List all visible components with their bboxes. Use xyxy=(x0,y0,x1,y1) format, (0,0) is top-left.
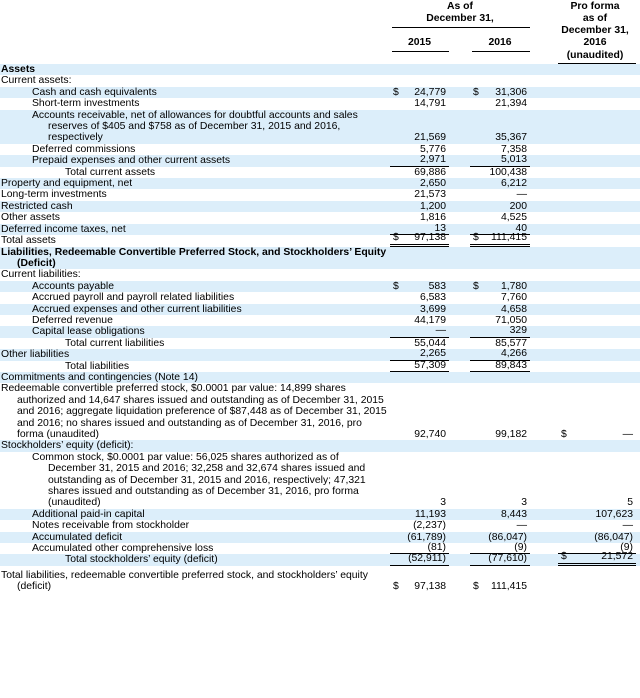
table-row xyxy=(0,64,640,75)
table-row xyxy=(0,292,640,303)
table-row xyxy=(0,167,640,178)
row-label: Total current assets xyxy=(65,166,156,178)
value-2016: 5,013 xyxy=(500,154,527,166)
row-label: Additional paid-in capital xyxy=(32,508,145,520)
header-pro-forma: Pro forma xyxy=(570,1,620,12)
value-2016: 99,182 xyxy=(495,429,527,440)
value-2016: 7,358 xyxy=(500,143,527,155)
value-2016-cell xyxy=(470,178,530,189)
table-row xyxy=(0,212,640,223)
currency-symbol: $ xyxy=(473,232,479,244)
table-row xyxy=(0,110,640,144)
row-label: Assets xyxy=(1,64,36,75)
value-2015-cell xyxy=(390,383,449,440)
value-pro-forma: 5 xyxy=(627,497,633,509)
value-2016: — xyxy=(516,189,527,201)
value-2015-cell xyxy=(390,452,449,509)
value-2015: (2,237) xyxy=(413,520,446,532)
value-2015: 3 xyxy=(440,497,446,509)
value-2016: 89,843 xyxy=(495,359,527,371)
value-2016: (86,047) xyxy=(488,531,527,543)
value-2016: 111,415 xyxy=(490,581,527,593)
value-2016: 85,577 xyxy=(495,337,527,349)
header-rule-2015 xyxy=(392,51,449,52)
header-pro-forma-year: 2016 xyxy=(583,37,607,48)
value-2016-cell xyxy=(470,232,530,246)
value-2016: 111,415 xyxy=(490,232,527,244)
value-2015: (81) xyxy=(427,542,446,554)
table-row xyxy=(0,440,640,451)
table-row xyxy=(0,452,640,509)
value-2015: 69,886 xyxy=(414,166,446,178)
row-label: Accounts receivable, net of allowances for doubtful accounts and sales reserves of $405 and $758 as of December 31, 2015 and 2016, respectively xyxy=(32,109,358,144)
value-2015-cell xyxy=(390,155,449,166)
row-label: Notes receivable from stockholder xyxy=(32,520,190,532)
table-row xyxy=(0,509,640,520)
value-pro-forma-cell xyxy=(558,509,636,520)
table-row xyxy=(0,98,640,109)
row-label: Total stockholders’ equity (deficit) xyxy=(65,554,218,566)
value-pro-forma-cell xyxy=(558,551,636,565)
value-2015-cell xyxy=(390,189,449,200)
value-2015-cell xyxy=(390,178,449,189)
value-2016-cell xyxy=(470,509,530,520)
value-2015: 2,265 xyxy=(419,348,446,360)
table-row xyxy=(0,232,640,247)
value-2015: 97,138 xyxy=(414,232,446,244)
row-label: Restricted cash xyxy=(1,200,73,212)
currency-symbol: $ xyxy=(393,86,399,98)
table-row xyxy=(0,155,640,166)
value-2016: — xyxy=(516,520,527,532)
value-2015: 57,309 xyxy=(414,359,446,371)
value-2016: 71,050 xyxy=(495,314,527,326)
value-2016: 6,212 xyxy=(500,178,527,190)
table-row xyxy=(0,304,640,315)
value-2016-cell xyxy=(470,167,530,178)
value-2015: 5,776 xyxy=(419,143,446,155)
currency-symbol: $ xyxy=(561,551,567,563)
value-pro-forma: — xyxy=(622,429,633,440)
value-pro-forma: — xyxy=(622,520,633,532)
value-pro-forma-cell xyxy=(558,520,636,531)
value-2015: 2,650 xyxy=(419,178,446,190)
row-label: Deferred income taxes, net xyxy=(1,223,126,235)
table-row xyxy=(0,269,640,280)
value-2015: 3,699 xyxy=(419,303,446,315)
table-row xyxy=(0,224,640,235)
table-row xyxy=(0,338,640,349)
row-label: Common stock, $0.0001 par value: 56,025 shares authorized as of December 31, 2015 and 2016; 32,258 and 32,674 shares issued and outstanding as of December 31, 2015 and 2016, respectively; 47,321 shares issued and outstanding as of December 31, 2016, pro forma (unaudited) xyxy=(32,451,366,509)
value-2015: (61,789) xyxy=(407,531,446,543)
value-2015: 11,193 xyxy=(414,508,446,520)
value-2015-cell xyxy=(390,281,449,292)
row-label: Capital lease obligations xyxy=(32,326,145,338)
currency-symbol: $ xyxy=(473,86,479,98)
row-label: Cash and cash equivalents xyxy=(32,86,157,98)
value-2016: 21,394 xyxy=(495,98,527,110)
value-2015-cell xyxy=(390,304,449,315)
table-row xyxy=(0,189,640,200)
value-2015-cell xyxy=(390,509,449,520)
value-2015-cell xyxy=(390,326,449,337)
value-2016-cell xyxy=(470,520,530,531)
value-pro-forma: 107,623 xyxy=(595,508,633,520)
value-2016-cell xyxy=(470,304,530,315)
header-december-31: December 31, xyxy=(426,13,494,24)
table-row xyxy=(0,201,640,212)
table-row xyxy=(0,551,640,566)
table-row xyxy=(0,315,640,326)
row-label: Accumulated other comprehensive loss xyxy=(32,543,214,555)
table-row xyxy=(0,247,640,270)
value-2015: 24,779 xyxy=(414,86,446,98)
currency-symbol: $ xyxy=(473,280,479,292)
row-label: Stockholders’ equity (deficit): xyxy=(1,440,134,452)
value-2015-cell xyxy=(390,361,449,372)
row-label: Accounts payable xyxy=(32,280,115,292)
value-2015: 97,138 xyxy=(414,581,446,593)
row-label: Current liabilities: xyxy=(1,269,81,281)
table-row xyxy=(0,383,640,440)
value-2016: (9) xyxy=(514,542,527,554)
currency-symbol: $ xyxy=(393,581,399,593)
value-2016-cell xyxy=(470,452,530,509)
header-year-2015: 2015 xyxy=(407,37,432,48)
value-pro-forma-cell xyxy=(558,383,636,440)
table-row xyxy=(0,543,640,554)
value-2015: 92,740 xyxy=(414,429,446,440)
value-2016: 31,306 xyxy=(495,86,527,98)
value-2016-cell xyxy=(470,98,530,109)
row-label: Deferred revenue xyxy=(32,314,113,326)
value-2015: 13 xyxy=(434,222,446,234)
value-2015-cell xyxy=(390,520,449,531)
currency-symbol: $ xyxy=(473,581,479,593)
table-row xyxy=(0,75,640,86)
value-2016-cell xyxy=(470,87,530,98)
value-2016: 7,760 xyxy=(500,292,527,304)
table-row xyxy=(0,349,640,360)
value-pro-forma: (9) xyxy=(620,542,633,554)
row-label: Other liabilities xyxy=(1,349,70,361)
table-row xyxy=(0,570,640,593)
value-pro-forma-cell xyxy=(558,452,636,509)
value-2015-cell xyxy=(390,98,449,109)
value-2016-cell xyxy=(470,554,530,565)
value-2016-cell xyxy=(470,201,530,212)
row-label: Current assets: xyxy=(1,75,72,87)
row-label: Property and equipment, net xyxy=(1,178,133,190)
value-2015: 44,179 xyxy=(414,314,446,326)
value-2015-cell xyxy=(390,232,449,246)
value-2016: 35,367 xyxy=(495,132,527,144)
value-2016: 3 xyxy=(521,497,527,509)
row-label: Short-term investments xyxy=(32,98,140,110)
value-2016-cell xyxy=(470,570,530,593)
row-label: Long-term investments xyxy=(1,189,107,201)
header-rule-2016 xyxy=(472,51,530,52)
row-label: Total current liabilities xyxy=(65,337,165,349)
row-label: Total liabilities xyxy=(65,360,130,372)
value-2015: 583 xyxy=(428,280,446,292)
value-2015: 2,971 xyxy=(419,154,446,166)
value-2016-cell xyxy=(470,292,530,303)
value-2015: 6,583 xyxy=(419,292,446,304)
value-2016-cell xyxy=(470,189,530,200)
table-row xyxy=(0,532,640,543)
row-label: Redeemable convertible preferred stock, $0.0001 par value: 14,899 shares authorized and 14,647 shares issued and outstanding as of December 31, 2015 and 2016; aggregate liquidation preference of $87,448 as of December 31, 2015 and 2016; no shares issued and outstanding as of December 31, 2016, pro forma (unaudited) xyxy=(1,383,387,440)
value-2015-cell xyxy=(390,87,449,98)
row-label: Total liabilities, redeemable convertible preferred stock, and stockholders’ equity (deficit) xyxy=(1,569,368,593)
row-label: Prepaid expenses and other current assets xyxy=(32,155,231,167)
value-2016-cell xyxy=(470,155,530,166)
value-2015: (52,911) xyxy=(408,553,446,565)
currency-symbol: $ xyxy=(393,232,399,244)
value-pro-forma: 21,572 xyxy=(601,551,633,563)
row-label: Liabilities, Redeemable Convertible Preferred Stock, and Stockholders’ Equity (Deficit) xyxy=(1,246,387,269)
balance-sheet-table xyxy=(0,64,640,593)
table-row xyxy=(0,372,640,383)
value-2015-cell xyxy=(390,201,449,212)
value-2016: 4,266 xyxy=(500,348,527,360)
value-2015: 1,200 xyxy=(419,200,446,212)
header-pro-forma-as-of: as of xyxy=(582,13,608,24)
value-2016: 8,443 xyxy=(500,508,527,520)
value-2016: 1,780 xyxy=(500,280,527,292)
value-2016: 4,658 xyxy=(500,303,527,315)
value-2015: 1,816 xyxy=(419,212,446,224)
table-row xyxy=(0,87,640,98)
value-2015-cell xyxy=(390,554,449,565)
row-label: Accumulated deficit xyxy=(32,531,123,543)
row-label: Deferred commissions xyxy=(32,143,136,155)
value-2015-cell xyxy=(390,167,449,178)
value-2016: 4,525 xyxy=(500,212,527,224)
value-2015: 21,573 xyxy=(414,189,446,201)
table-row xyxy=(0,178,640,189)
value-2016-cell xyxy=(470,110,530,144)
header-rule-years xyxy=(392,27,530,28)
value-2016: (77,610) xyxy=(488,553,527,565)
table-row xyxy=(0,144,640,155)
row-label: Total assets xyxy=(1,235,56,247)
table-row xyxy=(0,361,640,372)
value-2016-cell xyxy=(470,361,530,372)
row-label: Other assets xyxy=(1,212,60,224)
value-2016-cell xyxy=(470,281,530,292)
currency-symbol: $ xyxy=(393,280,399,292)
value-pro-forma: (86,047) xyxy=(594,531,633,543)
currency-symbol: $ xyxy=(561,429,567,440)
value-2016-cell xyxy=(470,326,530,337)
header-year-2016: 2016 xyxy=(488,37,512,48)
header-pro-forma-date: December 31, xyxy=(561,25,629,36)
header-unaudited: (unaudited) xyxy=(566,50,624,61)
value-2016: 200 xyxy=(509,200,527,212)
table-row xyxy=(0,520,640,531)
value-2016: 40 xyxy=(515,222,527,234)
value-2015-cell xyxy=(390,110,449,144)
row-label: Accrued expenses and other current liabilities xyxy=(32,303,242,315)
value-2015: 14,791 xyxy=(414,98,446,110)
value-2015-cell xyxy=(390,292,449,303)
row-label: Accrued payroll and payroll related liabilities xyxy=(32,292,235,304)
value-2016-cell xyxy=(470,383,530,440)
table-row xyxy=(0,281,640,292)
value-2015: 55,044 xyxy=(414,337,446,349)
value-2015-cell xyxy=(390,570,449,593)
header-as-of: As of xyxy=(447,1,473,12)
row-label: Commitments and contingencies (Note 14) xyxy=(1,371,198,383)
value-2016: 100,438 xyxy=(489,166,527,178)
value-2016: 329 xyxy=(509,325,527,337)
value-2015: — xyxy=(435,325,446,337)
table-row xyxy=(0,326,640,337)
value-2015: 21,569 xyxy=(414,132,446,144)
